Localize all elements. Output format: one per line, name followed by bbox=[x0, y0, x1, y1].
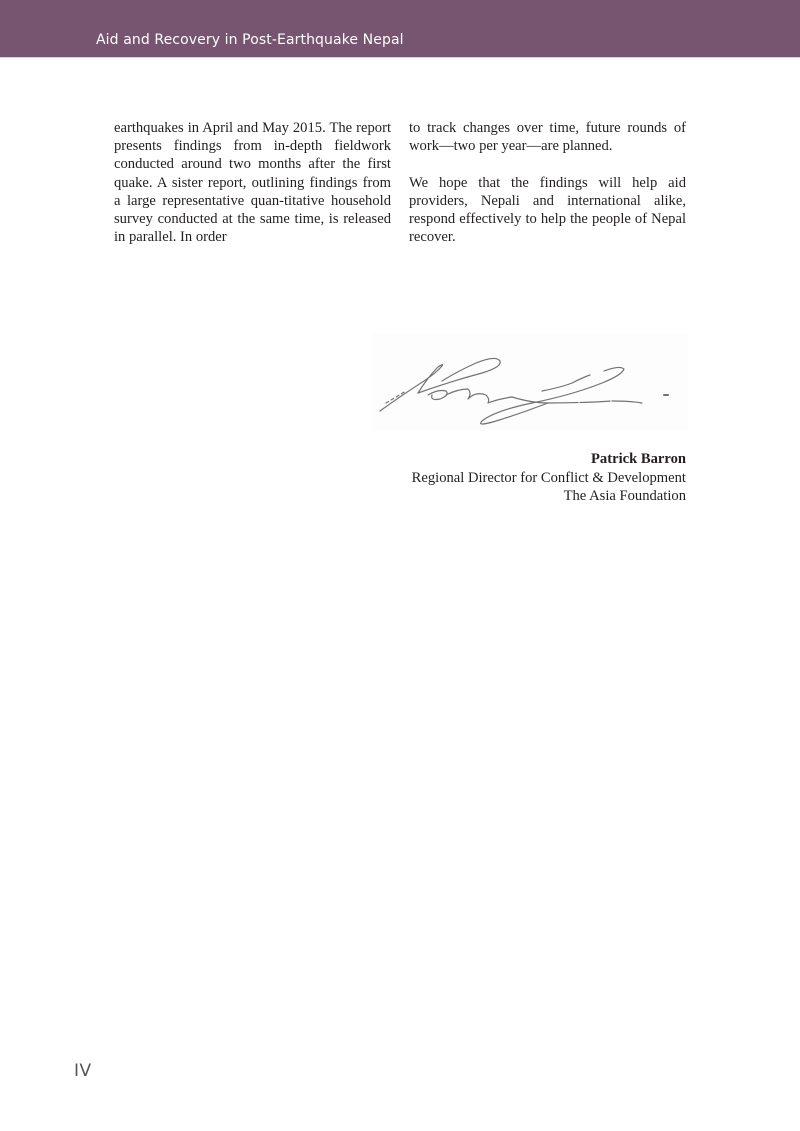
left-paragraph-1: earthquakes in April and May 2015. The report presents findings from in-depth fieldwork conducted around two months after the first quake. A sister report, outlining findings from a large representative quan-titative household survey conducted at the same time, is released in parallel. In order bbox=[114, 120, 391, 246]
signatory-title: Regional Director for Conflict & Development bbox=[411, 469, 686, 486]
right-column bbox=[409, 119, 686, 246]
signatory-organization: The Asia Foundation bbox=[563, 488, 686, 504]
signature-icon bbox=[372, 333, 688, 431]
running-header-title: Aid and Recovery in Post-Earthquake Nepal bbox=[96, 32, 404, 48]
signatory-name: Patrick Barron bbox=[591, 451, 686, 467]
signature-image bbox=[372, 333, 688, 431]
header-band bbox=[0, 0, 800, 58]
left-column bbox=[114, 119, 391, 246]
right-paragraph-2: We hope that the findings will help aid providers, Nepali and international alike, respond effectively to help the people of Nepal recover. bbox=[409, 174, 686, 246]
signature-block bbox=[412, 450, 686, 506]
page-number: IV bbox=[74, 1061, 92, 1081]
right-paragraph-1: to track changes over time, future rounds of work—two per year—are planned. bbox=[409, 120, 686, 155]
